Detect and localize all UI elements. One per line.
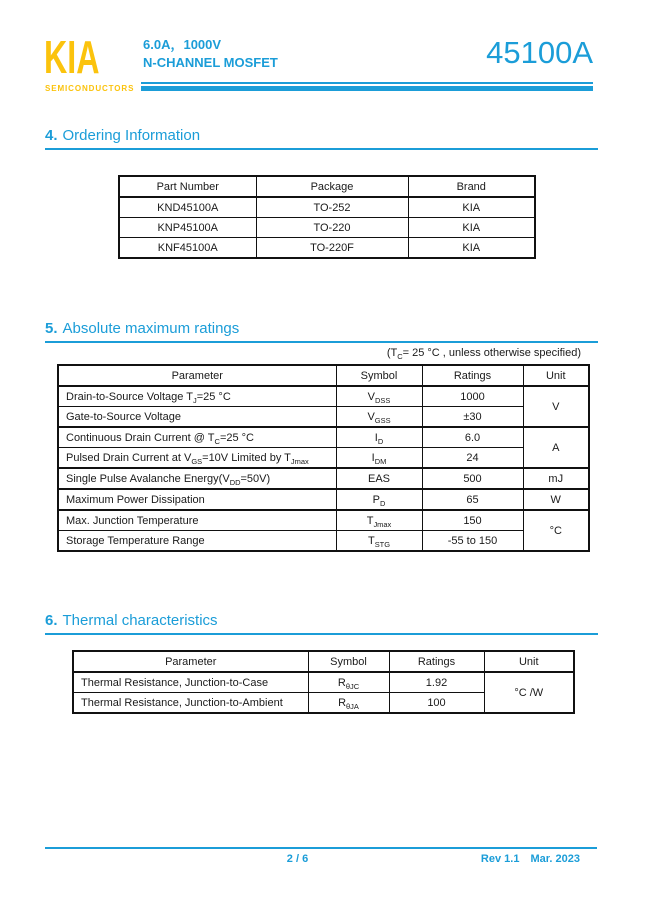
table-cell: °C /W bbox=[484, 672, 574, 713]
part-number-title: 45100A bbox=[486, 35, 593, 70]
section-heading-ratings bbox=[45, 320, 598, 343]
table-cell: $I_{DM}$ bbox=[336, 448, 422, 469]
table-cell: Single Pulse Avalanche $Energy(V_{DD}=50V)$ bbox=[58, 468, 336, 489]
table-cell: $T_{STG}$ bbox=[336, 531, 422, 552]
spec-current-voltage: 6.0A，1000V bbox=[143, 37, 222, 52]
table-cell: 1000 bbox=[422, 386, 523, 407]
table-cell: Gate-to-Source Voltage bbox=[58, 407, 336, 428]
table-cell: KNF45100A bbox=[119, 238, 256, 259]
table-cell: Max. Junction Temperature bbox=[58, 510, 336, 531]
table-cell: $T_{Jmax}$ bbox=[336, 510, 422, 531]
header-row bbox=[73, 651, 574, 672]
table-cell: KND45100A bbox=[119, 197, 256, 218]
table-cell: mJ bbox=[523, 468, 589, 489]
table-cell: Drain-to-Source Voltage $T_J=25$ °C bbox=[58, 386, 336, 407]
table-cell: KIA bbox=[408, 197, 535, 218]
table-cell: Pulsed Drain Current at $V_{GS}=10V$ Limited by $T_{Jmax}$ bbox=[58, 448, 336, 469]
table-cell: $I_D$ bbox=[336, 427, 422, 448]
table-cell: ±30 bbox=[422, 407, 523, 428]
column-header: Symbol bbox=[308, 651, 389, 672]
column-header: Package bbox=[256, 176, 408, 197]
table-row bbox=[58, 448, 589, 469]
table-cell: 150 bbox=[422, 510, 523, 531]
table-row bbox=[58, 407, 589, 428]
section-title: Thermal characteristics bbox=[62, 612, 218, 629]
column-header: Symbol bbox=[336, 365, 422, 386]
table-row bbox=[73, 672, 574, 693]
table-cell: -55 to 150 bbox=[422, 531, 523, 552]
table-cell: $V_{DSS}$ bbox=[336, 386, 422, 407]
column-header: Ratings bbox=[389, 651, 484, 672]
table-cell: 24 bbox=[422, 448, 523, 469]
section-heading-thermal bbox=[45, 612, 598, 635]
table-cell: TO-220F bbox=[256, 238, 408, 259]
kia-logo-subtitle: SEMICONDUCTORS bbox=[45, 84, 135, 93]
table-row bbox=[58, 468, 589, 489]
product-spec-block bbox=[143, 36, 278, 72]
header-row bbox=[119, 176, 535, 197]
table-cell: 100 bbox=[389, 693, 484, 714]
section-title: Absolute maximum ratings bbox=[62, 320, 240, 337]
table-cell: Thermal Resistance, Junction-to-Ambient bbox=[73, 693, 308, 714]
table-row bbox=[119, 238, 535, 259]
table-cell: Maximum Power Dissipation bbox=[58, 489, 336, 510]
table-cell: $R_{\theta JA}$ bbox=[308, 693, 389, 714]
table-cell: Storage Temperature Range bbox=[58, 531, 336, 552]
column-header: Part Number bbox=[119, 176, 256, 197]
table-cell: Continuous Drain Current @ $T_C=25$ °C bbox=[58, 427, 336, 448]
revision-info bbox=[481, 853, 580, 865]
table-row bbox=[58, 531, 589, 552]
kia-logo: KIA bbox=[44, 31, 100, 83]
table-row bbox=[58, 427, 589, 448]
header-rule-thin bbox=[141, 82, 593, 84]
table-cell: KNP45100A bbox=[119, 218, 256, 238]
page-number: 2 / 6 bbox=[286, 853, 309, 865]
section-number: 5. bbox=[45, 320, 58, 337]
column-header: Unit bbox=[484, 651, 574, 672]
table-cell: KIA bbox=[408, 238, 535, 259]
table-cell: $P_D$ bbox=[336, 489, 422, 510]
table-row bbox=[58, 489, 589, 510]
section-number: 4. bbox=[45, 127, 58, 144]
revision-label: Rev 1.1 bbox=[480, 853, 520, 865]
ordering-table bbox=[118, 175, 536, 259]
table-cell: $R_{\theta JC}$ bbox=[308, 672, 389, 693]
table-cell: A bbox=[523, 427, 589, 468]
table-cell: $V_{GSS}$ bbox=[336, 407, 422, 428]
table-row bbox=[119, 197, 535, 218]
table-cell: TO-252 bbox=[256, 197, 408, 218]
section-heading-ordering bbox=[45, 127, 598, 150]
table-cell: Thermal Resistance, Junction-to-Case bbox=[73, 672, 308, 693]
column-header: Brand bbox=[408, 176, 535, 197]
table-cell: 1.92 bbox=[389, 672, 484, 693]
spec-device-type: N-CHANNEL MOSFET bbox=[143, 55, 278, 70]
column-header: Ratings bbox=[422, 365, 523, 386]
column-header: Unit bbox=[523, 365, 589, 386]
header-row bbox=[58, 365, 589, 386]
footer-rule bbox=[45, 847, 597, 849]
table-cell: 65 bbox=[422, 489, 523, 510]
table-cell: °C bbox=[523, 510, 589, 551]
section-number: 6. bbox=[45, 612, 58, 629]
table-cell: 6.0 bbox=[422, 427, 523, 448]
table-row bbox=[119, 218, 535, 238]
table-cell: W bbox=[523, 489, 589, 510]
table-cell: TO-220 bbox=[256, 218, 408, 238]
table-cell: V bbox=[523, 386, 589, 427]
column-header: Parameter bbox=[58, 365, 336, 386]
section-title: Ordering Information bbox=[62, 127, 201, 144]
ratings-condition-note: ($T_C= 25$ °C , unless otherwise specified) bbox=[386, 347, 581, 362]
table-cell: KIA bbox=[408, 218, 535, 238]
header-rule-thick bbox=[141, 86, 593, 91]
revision-date: Mar. 2023 bbox=[530, 853, 580, 865]
thermal-table bbox=[72, 650, 575, 714]
ratings-table bbox=[57, 364, 590, 552]
table-cell: EAS bbox=[336, 468, 422, 489]
table-row bbox=[58, 386, 589, 407]
table-row bbox=[58, 510, 589, 531]
table-cell: 500 bbox=[422, 468, 523, 489]
column-header: Parameter bbox=[73, 651, 308, 672]
